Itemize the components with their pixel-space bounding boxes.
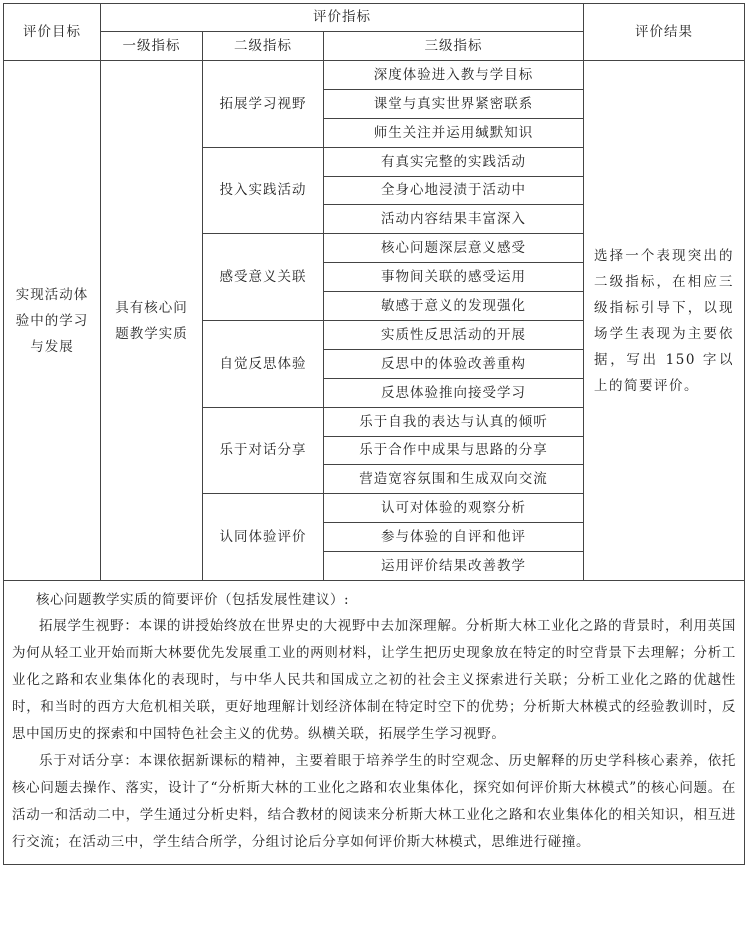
target-line: 验中的学习 [15,312,89,329]
level3-cell: 营造宽容氛围和生成双向交流 [324,465,584,494]
summary-title: 核心问题教学实质的简要评价（包括发展性建议）: [36,592,350,609]
header-level2: 二级指标 [203,32,324,61]
level2-cell: 拓展学习视野 [203,61,324,148]
level3-cell: 实质性反思活动的开展 [324,321,584,350]
header-result: 评价结果 [584,4,745,61]
header-target: 评价目标 [4,4,101,61]
level3-cell: 乐于合作中成果与思路的分享 [324,436,584,465]
result-cell [584,61,745,581]
header-level1: 一级指标 [101,32,203,61]
level3-cell: 课堂与真实世界紧密联系 [324,89,584,118]
level3-cell: 活动内容结果丰富深入 [324,205,584,234]
level1-line: 题教学实质 [115,325,188,342]
level1-line: 具有核心问 [115,299,188,316]
level3-cell: 反思中的体验改善重构 [324,349,584,378]
target-line: 与发展 [30,338,74,355]
level2-cell: 投入实践活动 [203,147,324,234]
level3-cell: 参与体验的自评和他评 [324,523,584,552]
level3-cell: 反思体验推向接受学习 [324,378,584,407]
level3-cell: 运用评价结果改善教学 [324,552,584,581]
level2-cell: 感受意义关联 [203,234,324,321]
level3-cell: 认可对体验的观察分析 [324,494,584,523]
target-cell [4,61,101,581]
header-indicators: 评价指标 [101,4,584,32]
level3-cell: 事物间关联的感受运用 [324,263,584,292]
level2-cell: 认同体验评价 [203,494,324,581]
level3-cell: 全身心地浸渍于活动中 [324,176,584,205]
level3-cell: 有真实完整的实践活动 [324,147,584,176]
level3-cell: 深度体验进入教与学目标 [324,61,584,90]
level2-cell: 自觉反思体验 [203,321,324,408]
level3-cell: 敏感于意义的发现强化 [324,292,584,321]
level1-cell [101,61,203,581]
header-level3: 三级指标 [324,32,584,61]
summary-paragraph: 乐于对话分享：本课依据新课标的精神，主要着眼于培养学生的时空观念、历史解释的历史学科核心素养，依托核心问题去操作、落实，设计了“分析斯大林的工业化之路和农业集体化，探究如何评价斯大林模式”的核心问题。在活动一和活动二中，学生通过分析史料，结合教材的阅读来分析斯大林工业化之路和农业集体化的相关知识，相互进行交流；在活动三中，学生结合所学，分组讨论后分享如何评价斯大林模式，思维进行碰撞。 [12,753,737,851]
summary-paragraph: 拓展学生视野：本课的讲授始终放在世界史的大视野中去加深理解。分析斯大林工业化之路的背景时，利用英国为何从轻工业开始而斯大林要优先发展重工业的两则材料，让学生把历史现象放在特定的时空背景下去理解；分析工业化之路和农业集体化的表现时，与中华人民共和国成立之初的社会主义探索进行关联；分析工业化之路的优越性时，和当时的西方大危机相关联，更好地理解计划经济体制在特定时空下的优势；分析斯大林模式的经验教训时，反思中国历史的探索和中国特色社会主义的优势。纵横关联，拓展学生学习视野。 [12,618,737,743]
level3-cell: 乐于自我的表达与认真的倾听 [324,407,584,436]
level3-cell: 师生关注并运用缄默知识 [324,118,584,147]
level2-cell: 乐于对话分享 [203,407,324,494]
result-text: 选择一个表现突出的二级指标，在相应三级指标引导下，以现场学生表现为主要依据，写出 150 字以上的简要评价。 [594,247,735,394]
summary-cell [4,581,745,865]
target-line: 实现活动体 [15,286,89,303]
evaluation-table [3,3,745,865]
level3-cell: 核心问题深层意义感受 [324,234,584,263]
